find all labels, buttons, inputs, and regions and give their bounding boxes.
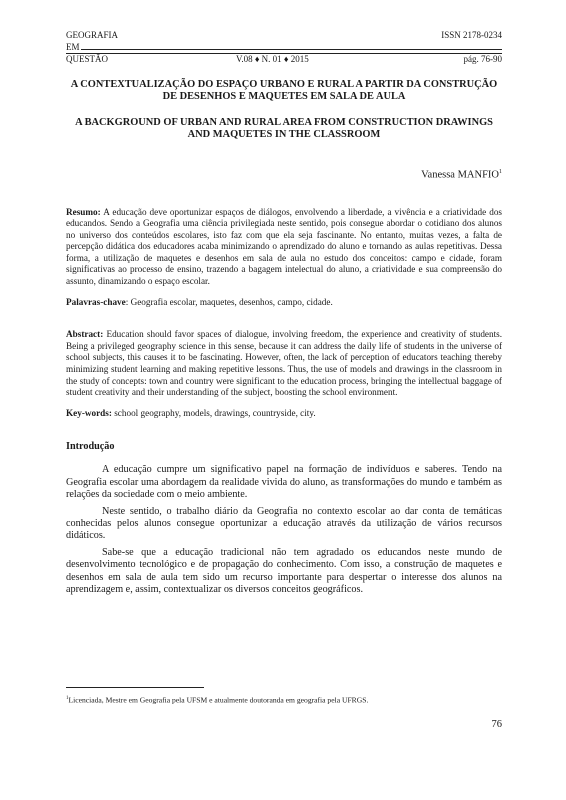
- resumo-label: Resumo:: [66, 206, 101, 217]
- header-rule: [81, 41, 503, 50]
- abstract-text: Education should favor spaces of dialogue, involving freedom, the experience and creativity of students. Being a privileged geography science in this sense, because it can address the daily life of students in the universe of school subjects, this causes it to be fascinating. However, often, the lack of perception of educators teaching thereby minimizing student learning and making repetitive lessons. Thus, the use of models and drawings in the classroom in the study of concepts: town and country were significant to the education process, bringing the intellectual baggage of student creativity and their understanding of the subject, boosting the school environment.: [66, 329, 503, 398]
- author-name: Vanessa MANFIO: [421, 169, 499, 181]
- journal-header: [66, 30, 502, 65]
- abstract: [66, 329, 502, 399]
- footnote: [66, 694, 368, 705]
- journal-name-line1: GEOGRAFIA: [66, 30, 119, 40]
- keywords-text: school geography, models, drawings, countryside, city.: [114, 407, 316, 418]
- keywords-label: Key-words:: [66, 407, 112, 418]
- author-footnote-mark: 1: [499, 169, 502, 175]
- resumo: [66, 207, 502, 288]
- resumo-text: A educação deve oportunizar espaços de diálogos, envolvendo a liberdade, a vivência e a criatividade dos educandos. Sendo a Geografia uma ciência privilegiada neste sentido, pois consegue abordar o cotidiano dos alunos no universo dos conteúdos escolares, isto faz com que ela seja fascinante. No entanto, muitas vezes, a falta de percepção didática dos educadores acaba minimizando o aprendizado do aluno e tornando as aulas repetitivas. Dessa forma, a utilização de maquetes e desenhos em sala de aula no estudo dos conceitos: campo e cidade, foram significativas ao processo de ensino, trazendo a bagagem intelectual do aluno, a criatividade e sua compreensão do assunto, dinamizando o espaço escolar.: [66, 206, 503, 287]
- body-text: [66, 464, 502, 596]
- palavras-chave-text: : Geografia escolar, maquetes, desenhos, campo, cidade.: [125, 296, 333, 307]
- paragraph: Sabe-se que a educação tradicional não tem agradado os educandos neste mundo de desenvolvimento tecnológico e de propagação do conhecimento. Com isso, a construção de maquetes e desenhos em sala de aula tem sido um recurso importante para despertar o interesse dos alunos na aprendizagem e, assim, contextualizar os diversos conceitos geográficos.: [66, 546, 502, 596]
- paragraph: A educação cumpre um significativo papel na formação de indivíduos e saberes. Tendo na Geografia escolar uma abordagem da realidade vivida do aluno, as transformações do mundo e também as relações da sociedade com o meio ambiente.: [66, 464, 502, 501]
- footnote-mark: 1: [66, 696, 69, 701]
- journal-name-line3: QUESTÃO: [66, 54, 108, 64]
- footnote-text: Licenciada, Mestre em Geografia pela UFSM e atualmente doutoranda em geografia pela UFRGS.: [68, 695, 369, 705]
- title-english: A BACKGROUND OF URBAN AND RURAL AREA FROM CONSTRUCTION DRAWINGS AND MAQUETES IN THE CLASSROOM: [75, 117, 493, 140]
- page-range: pág. 76-90: [463, 54, 502, 64]
- abstract-label: Abstract:: [66, 329, 104, 340]
- palavras-chave-label: Palavras-chave: [66, 296, 126, 307]
- volume-info: V.08 ♦ N. 01 ♦ 2015: [236, 54, 309, 64]
- page-number: 76: [491, 719, 502, 730]
- palavras-chave: [66, 297, 502, 309]
- paragraph: Neste sentido, o trabalho diário da Geografia no contexto escolar ao dar conta de temáticas conhecidas pelos alunos consegue oportunizar a educação através da utilização de vários recursos didáticos.: [66, 505, 502, 542]
- footnote-rule: [66, 687, 204, 688]
- section-heading: Introdução: [66, 441, 115, 453]
- keywords: [66, 408, 502, 420]
- journal-name-line2: EM: [66, 42, 80, 52]
- page: [66, 30, 503, 730]
- title-portuguese: A CONTEXTUALIZAÇÃO DO ESPAÇO URBANO E RURAL A PARTIR DA CONSTRUÇÃO DE DESENHOS E MAQUETES EM SALA DE AULA: [70, 79, 498, 102]
- author: [66, 169, 502, 181]
- issn: ISSN 2178-0234: [441, 30, 502, 40]
